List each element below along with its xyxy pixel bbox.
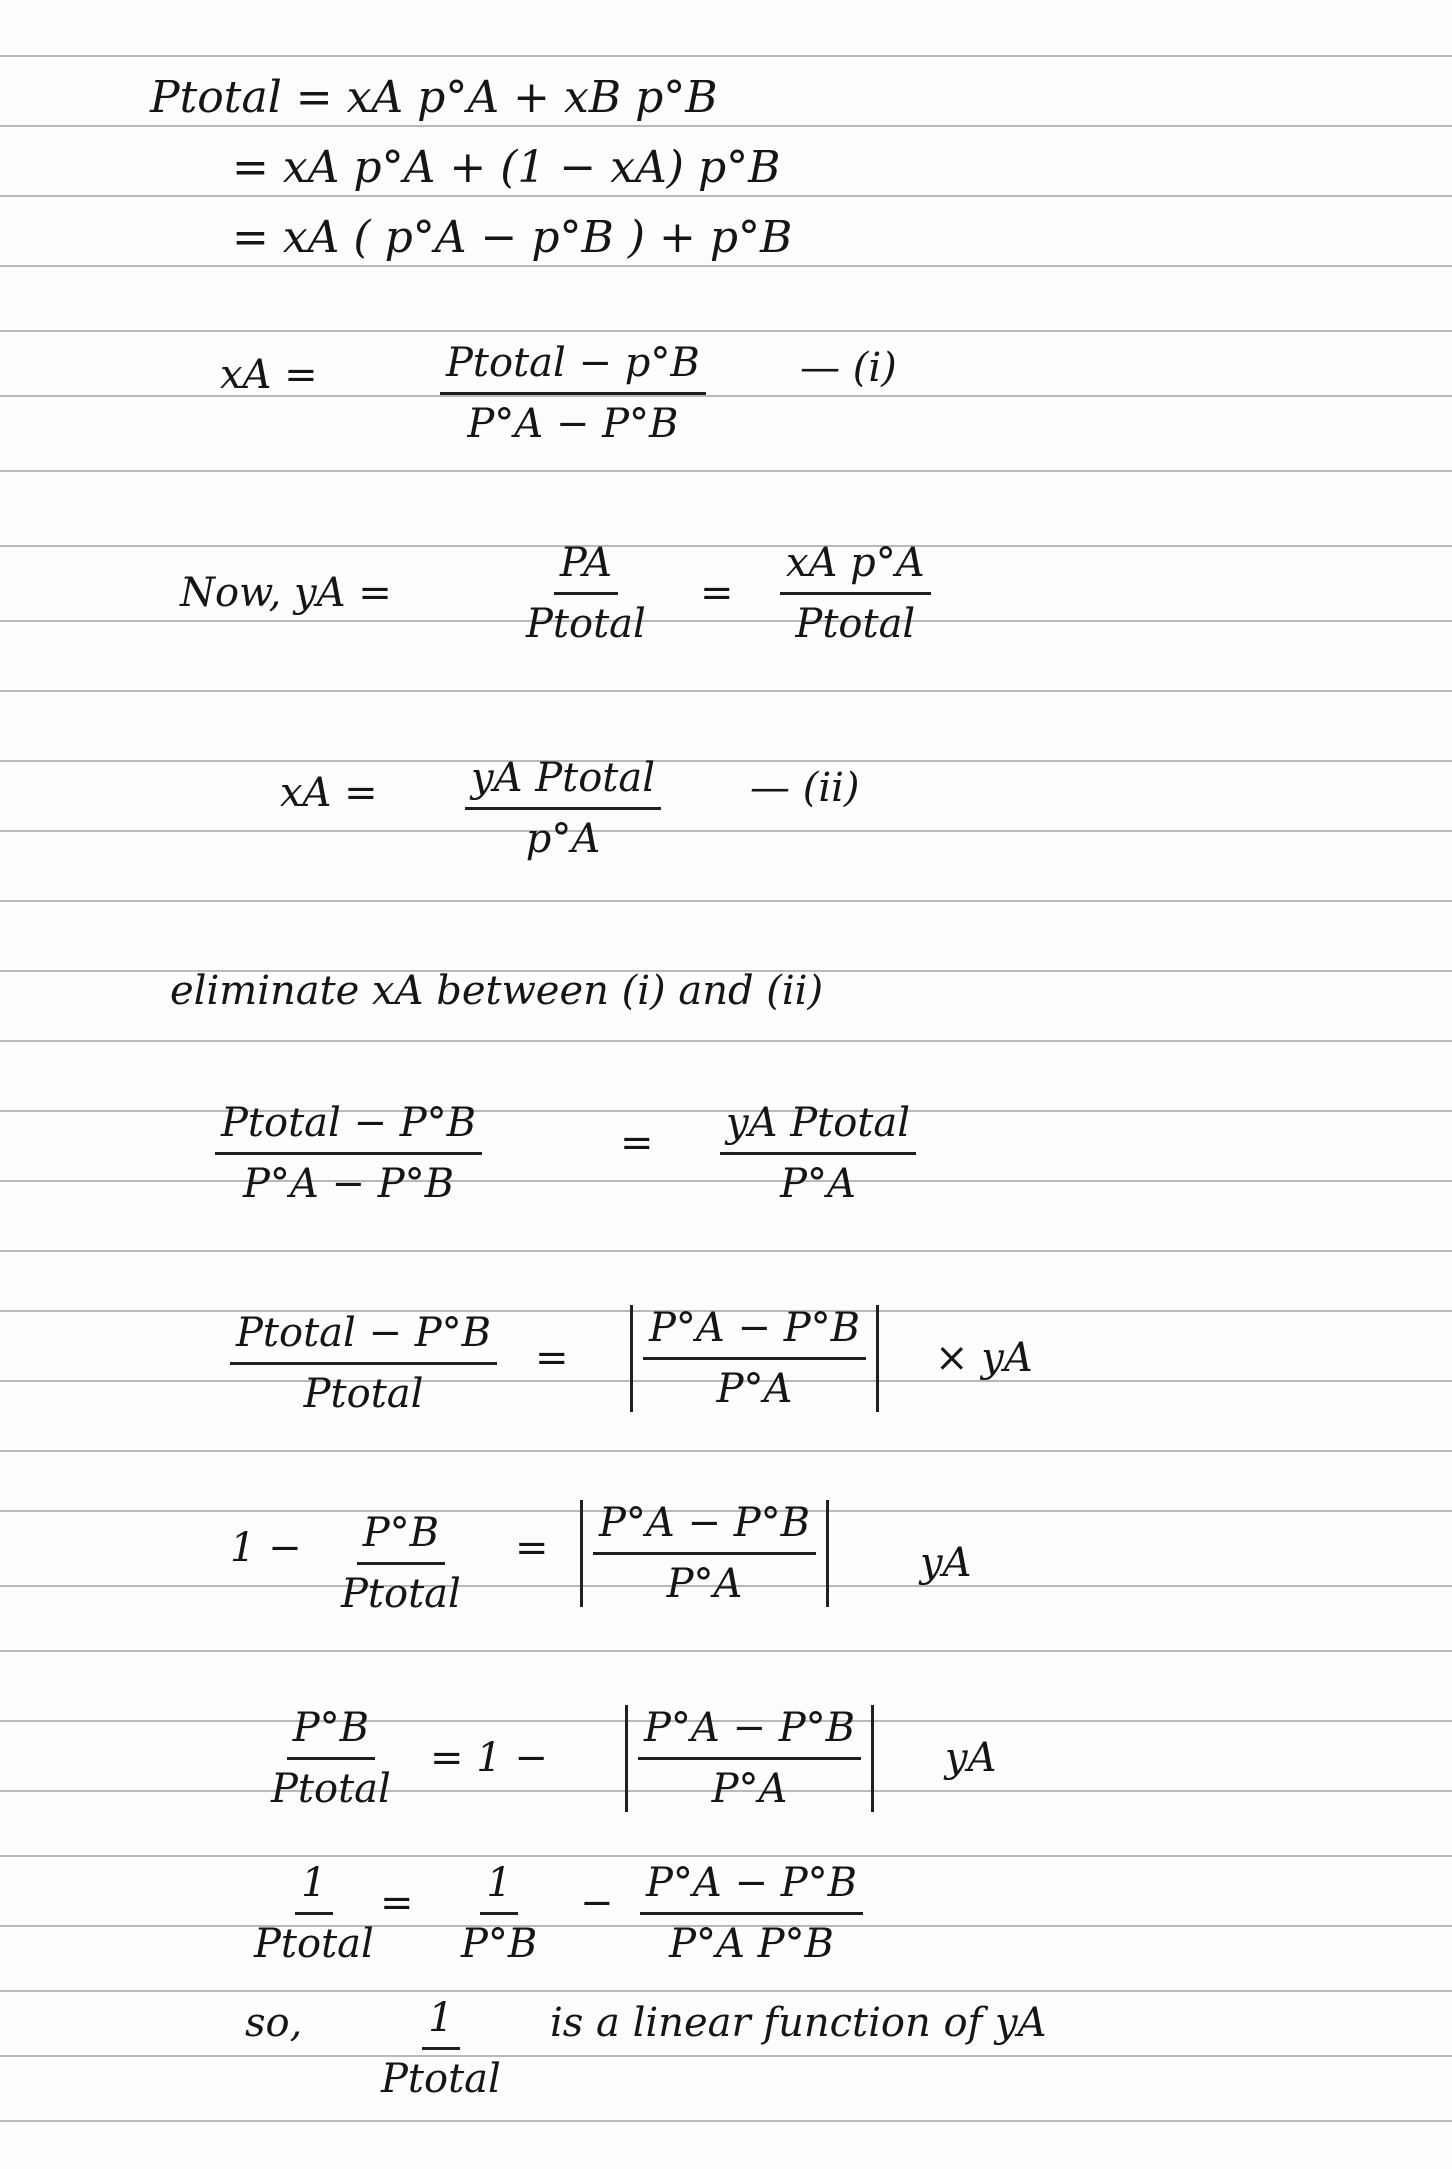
eq6-suffix: yA bbox=[945, 1735, 997, 1781]
eq4-numerator-right: P°A − P°B bbox=[643, 1305, 866, 1360]
expansion-line: = xA p°A + (1 − xA) p°B bbox=[232, 142, 781, 193]
eq7-equals: = bbox=[380, 1880, 414, 1926]
eq4-fraction-right bbox=[643, 1305, 866, 1412]
ruled-line bbox=[0, 760, 1452, 762]
eq6-fraction-left bbox=[265, 1705, 397, 1812]
raoult-total-pressure-line: Ptotal = xA p°A + xB p°B bbox=[150, 72, 718, 123]
ruled-line bbox=[0, 1990, 1452, 1992]
eq7-denominator-2: P°B bbox=[461, 1921, 538, 1967]
eq2-lhs: xA = bbox=[280, 770, 378, 816]
conclusion-text: is a linear function of yA bbox=[550, 2000, 1047, 2046]
ruled-line bbox=[0, 545, 1452, 547]
eq3-numerator-right: yA Ptotal bbox=[720, 1100, 916, 1155]
factored-line: = xA ( p°A − p°B ) + p°B bbox=[232, 212, 793, 263]
eq6-fraction-right bbox=[638, 1705, 861, 1812]
eq2-fraction bbox=[465, 755, 661, 862]
eq5-prefix: 1 − bbox=[230, 1525, 302, 1571]
eq7-minus: − bbox=[580, 1880, 614, 1926]
eq4-suffix: × yA bbox=[935, 1335, 1033, 1381]
eq5-denominator-right: P°A bbox=[666, 1561, 743, 1607]
eq3-denominator-left: P°A − P°B bbox=[242, 1161, 455, 1207]
ruled-line bbox=[0, 1855, 1452, 1857]
eq7-fraction-1 bbox=[248, 1860, 380, 1967]
eq4-bracket bbox=[630, 1305, 879, 1412]
eq4-numerator-left: Ptotal − P°B bbox=[230, 1310, 497, 1365]
eq-ya-equals: = bbox=[700, 570, 734, 616]
eq4-equals: = bbox=[535, 1335, 569, 1381]
eq7-denominator-1: Ptotal bbox=[254, 1921, 374, 1967]
eq3-numerator-left: Ptotal − P°B bbox=[215, 1100, 482, 1155]
eq2-numerator: yA Ptotal bbox=[465, 755, 661, 810]
ruled-line bbox=[0, 395, 1452, 397]
conclusion-prefix: so, bbox=[245, 2000, 303, 2046]
eq3-denominator-right: P°A bbox=[780, 1161, 856, 1207]
ruled-line bbox=[0, 900, 1452, 902]
eq1-lhs: xA = bbox=[220, 352, 318, 398]
eq1-fraction bbox=[440, 340, 706, 447]
ruled-line bbox=[0, 830, 1452, 832]
ruled-line bbox=[0, 55, 1452, 57]
eq4-fraction-left bbox=[230, 1310, 497, 1417]
eq7-denominator-3: P°A P°B bbox=[669, 1921, 834, 1967]
eq7-fraction-2 bbox=[455, 1860, 543, 1967]
eq5-numerator-left: P°B bbox=[357, 1510, 445, 1565]
eq3-fraction-left bbox=[215, 1100, 482, 1207]
eq6-denominator-right: P°A bbox=[711, 1766, 788, 1812]
ruled-line bbox=[0, 1450, 1452, 1452]
eq1-tag: — (i) bbox=[800, 345, 897, 391]
ruled-line bbox=[0, 2055, 1452, 2057]
eq7-numerator-3: P°A − P°B bbox=[640, 1860, 863, 1915]
eq2-tag: — (ii) bbox=[750, 765, 860, 811]
ruled-line bbox=[0, 690, 1452, 692]
eq4-denominator-left: Ptotal bbox=[303, 1371, 424, 1417]
ruled-line bbox=[0, 470, 1452, 472]
eq1-numerator: Ptotal − p°B bbox=[440, 340, 706, 395]
eq5-fraction-right bbox=[593, 1500, 816, 1607]
eq6-numerator-left: P°B bbox=[287, 1705, 375, 1760]
conclusion-numerator: 1 bbox=[422, 1995, 459, 2050]
conclusion-denominator: Ptotal bbox=[381, 2056, 501, 2102]
eq5-bracket bbox=[580, 1500, 829, 1607]
ruled-line bbox=[0, 195, 1452, 197]
eq5-fraction-left bbox=[335, 1510, 467, 1617]
eq5-equals: = bbox=[515, 1525, 549, 1571]
eq5-denominator-left: Ptotal bbox=[341, 1571, 461, 1617]
eq6-denominator-left: Ptotal bbox=[271, 1766, 391, 1812]
conclusion-fraction bbox=[375, 1995, 507, 2102]
ruled-line bbox=[0, 125, 1452, 127]
ruled-line bbox=[0, 1250, 1452, 1252]
eq7-numerator-1: 1 bbox=[295, 1860, 332, 1915]
eq-ya-denominator1: Ptotal bbox=[526, 601, 646, 647]
eq3-fraction-right bbox=[720, 1100, 916, 1207]
eq1-denominator: P°A − P°B bbox=[467, 401, 679, 447]
ruled-line bbox=[0, 1040, 1452, 1042]
eq6-numerator-right: P°A − P°B bbox=[638, 1705, 861, 1760]
ruled-line bbox=[0, 620, 1452, 622]
eq-ya-fraction2 bbox=[780, 540, 931, 647]
eq-ya-fraction1 bbox=[520, 540, 652, 647]
eq3-equals: = bbox=[620, 1120, 654, 1166]
eq7-fraction-3 bbox=[640, 1860, 863, 1967]
eq5-suffix: yA bbox=[920, 1540, 972, 1586]
eq6-bracket bbox=[625, 1705, 874, 1812]
eq-ya-prefix: Now, yA = bbox=[180, 570, 392, 616]
ruled-line bbox=[0, 265, 1452, 267]
eq-ya-numerator2: xA p°A bbox=[780, 540, 931, 595]
ruled-line bbox=[0, 1650, 1452, 1652]
eq5-numerator-right: P°A − P°B bbox=[593, 1500, 816, 1555]
eq-ya-denominator2: Ptotal bbox=[795, 601, 916, 647]
eq4-denominator-right: P°A bbox=[716, 1366, 793, 1412]
eliminate-instruction: eliminate xA between (i) and (ii) bbox=[170, 968, 824, 1014]
ruled-line bbox=[0, 2120, 1452, 2122]
eq7-numerator-2: 1 bbox=[480, 1860, 517, 1915]
eq-ya-numerator1: PA bbox=[554, 540, 618, 595]
ruled-line bbox=[0, 330, 1452, 332]
eq6-equals: = 1 − bbox=[430, 1735, 548, 1781]
eq2-denominator: p°A bbox=[525, 816, 601, 862]
